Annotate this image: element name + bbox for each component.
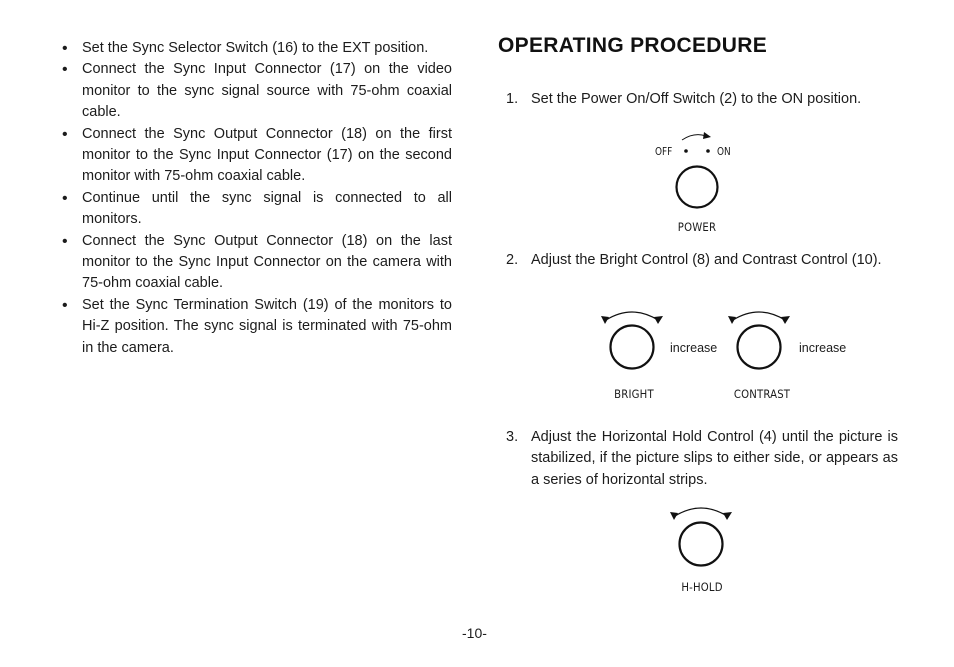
bright-increase-label: increase xyxy=(670,341,718,355)
list-item: • Set the Sync Selector Switch (16) to the EXT position. xyxy=(62,38,452,59)
step-1 xyxy=(506,89,898,110)
on-label: ON xyxy=(717,146,731,158)
bright-label: BRIGHT xyxy=(614,387,654,401)
bright-knob-icon xyxy=(596,306,676,386)
instruction-list xyxy=(62,38,452,359)
h-hold-knob-icon xyxy=(665,502,745,582)
step-text: Set the Power On/Off Switch (2) to the ON position. xyxy=(531,91,862,107)
step-2 xyxy=(506,250,898,271)
off-label: OFF xyxy=(655,146,673,158)
list-item: • Connect the Sync Output Connector (18) on the first monitor to the Sync Input Connector (17) on the second monitor with 75-ohm coaxial cable. xyxy=(62,124,452,188)
step-text: Adjust the Bright Control (8) and Contrast Control (10). xyxy=(531,252,882,268)
power-knob-icon xyxy=(660,126,750,216)
step-number: 1. xyxy=(506,91,519,107)
contrast-label: CONTRAST xyxy=(733,387,791,401)
list-item: • Set the Sync Termination Switch (19) of the monitors to Hi-Z position. The sync signal is terminated with 75-ohm in the camera. xyxy=(62,295,452,359)
page-number: -10- xyxy=(462,625,487,641)
list-item: • Connect the Sync Input Connector (17) on the video monitor to the sync signal source with 75-ohm coaxial cable. xyxy=(62,59,452,123)
contrast-increase-label: increase xyxy=(799,341,847,355)
power-label: POWER xyxy=(677,220,717,234)
contrast-knob-icon xyxy=(723,306,803,386)
step-number: 3. xyxy=(506,429,519,445)
h-hold-label: H-HOLD xyxy=(681,580,723,594)
list-item: • Continue until the sync signal is connected to all monitors. xyxy=(62,188,452,231)
step-3 xyxy=(506,427,898,491)
step-text: Adjust the Horizontal Hold Control (4) until the picture is stabilized, if the picture slips to either side, or appears as a series of horizontal strips. xyxy=(531,429,898,488)
section-heading: OPERATING PROCEDURE xyxy=(498,34,767,57)
list-item: • Connect the Sync Output Connector (18) on the last monitor to the Sync Input Connector on the camera with 75-ohm coaxial cable. xyxy=(62,231,452,295)
step-number: 2. xyxy=(506,252,519,268)
